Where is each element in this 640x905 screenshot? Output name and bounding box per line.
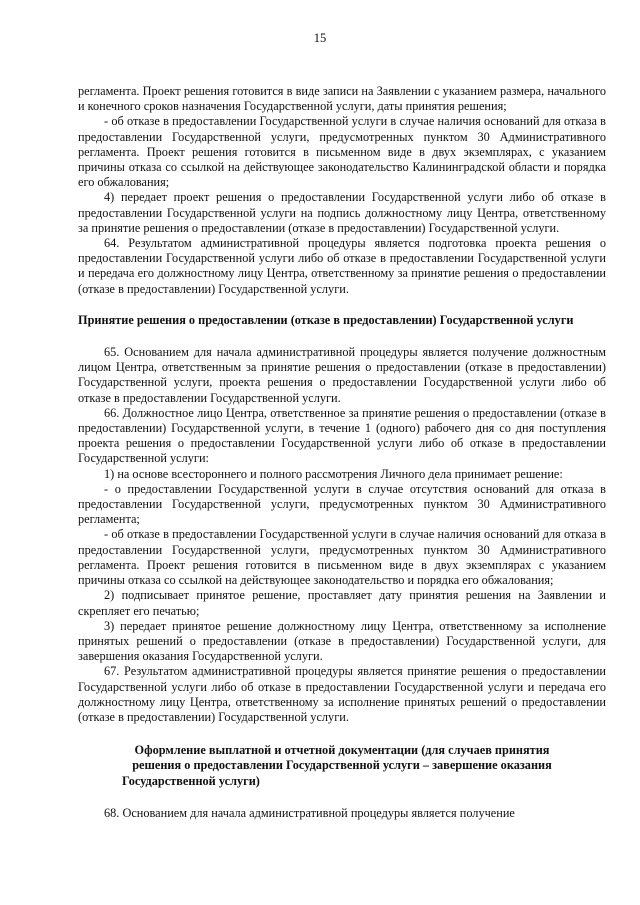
paragraph: регламента. Проект решения готовится в виде записи на Заявлении с указанием размера, начального и конечного сроков назначения Государственной услуги, даты принятия решения; (78, 84, 606, 114)
paragraph: 67. Результатом административной процедуры является принятие решения о предоставлении Государственной услуги либо об отказе в предоставлении Государственной услуги и передача его должностному лицу Центра, ответственному за исполнение принятых решений о предоставлении (отказе в предоставлении) Государственной услуги. (78, 664, 606, 724)
section-before-heading (78, 84, 606, 297)
paragraph: 65. Основанием для начала административной процедуры является получение должностным лицом Центра, ответственным за принятие решения о предоставлении (отказе в предоставлении) Государственной услуги, проекта решения о предоставлении Государственной услуги либо об отказе в предоставлении Государственной услуги. (78, 345, 606, 405)
paragraph: - о предоставлении Государственной услуги в случае отсутствия оснований для отказа в предоставлении Государственной услуги, предусмотренных пунктом 30 Административного регламента; (78, 481, 606, 527)
section-documentation (78, 806, 606, 821)
paragraph: 1) на основе всестороннего и полного рассмотрения Личного дела принимает решение: (104, 466, 563, 481)
paragraph: - об отказе в предоставлении Государственной услуги в случае наличия оснований для отказа в предоставлении Государственной услуги, предусмотренных пунктом 30 Административного регламента. Проект решения готовится в письменном виде в двух экземплярах, с указанием причины отказа со ссылкой на действующее законодательство Калининградской области и порядка его обжалования; (78, 114, 606, 190)
paragraph: - об отказе в предоставлении Государственной услуги в случае наличия оснований для отказа в предоставлении Государственной услуги, предусмотренных пунктом 30 Административного регламента. Проект решения готовится в письменном виде в двух экземплярах с указанием причины отказа со ссылкой на действующее законодательство и порядка его обжалования; (78, 527, 606, 588)
section-decision (78, 345, 606, 725)
paragraph: 3) передает принятое решение должностному лицу Центра, ответственному за исполнение принятых решений о предоставлении (отказе в предоставлении) Государственной услуги, для завершения оказания Государственной услуги. (78, 618, 606, 664)
section-heading: Принятие решения о предоставлении (отказе в предоставлении) Государственной услуги (78, 312, 574, 327)
paragraph: 4) передает проект решения о предоставлении Государственной услуги либо об отказе в предоставлении Государственной услуги на подпись должностному лицу Центра, ответственному за принятие решения о предоставлении (отказе в предоставлении) Государственной услуги. (78, 190, 606, 235)
paragraph: 66. Должностное лицо Центра, ответственное за принятие решения о предоставлении (отказе в предоставлении) Государственной услуги, в течение 1 (одного) рабочего дня со дня поступления проекта решения о предоставлении Государственной услуги либо об отказе в предоставлении Государственной услуги: (78, 405, 606, 466)
paragraph: 68. Основанием для начала административной процедуры является получение (104, 805, 515, 820)
document-body (78, 84, 606, 821)
section-heading: Оформление выплатной и отчетной документации (для случаев принятия решения о предоставлении Государственной услуги – завершение оказания Государственной услуги) (122, 743, 552, 788)
paragraph: 2) подписывает принятое решение, проставляет дату принятия решения на Заявлении и скрепляет его печатью; (78, 588, 606, 618)
paragraph: 64. Результатом административной процедуры является подготовка проекта решения о предоставлении Государственной услуги либо об отказе в предоставлении Государственной услуги и передача его должностному лицу Центра, ответственному за принятие решения о предоставлении (отказе в предоставлении) Государственной услуги. (78, 236, 606, 296)
page-number: 15 (313, 31, 327, 45)
